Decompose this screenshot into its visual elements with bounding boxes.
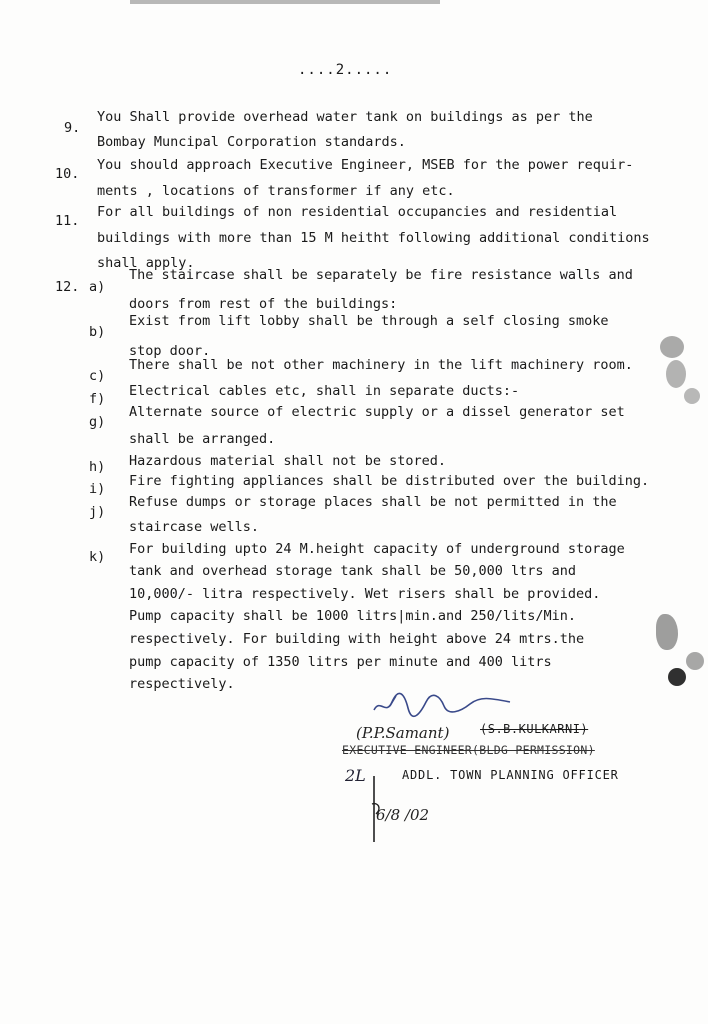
subitem-line: Alternate source of electric supply or a dissel generator set [129, 404, 625, 420]
subitem-label: j) [89, 504, 106, 520]
subitem-line: Refuse dumps or storage places shall be not permitted in the [129, 494, 617, 510]
subitem-line: pump capacity of 1350 litrs per minute and 400 litrs [129, 654, 552, 670]
struck-name: (S.B.KULKARNI) [480, 722, 589, 736]
subitem-line: For building upto 24 M.height capacity of underground storage [129, 541, 625, 557]
page-number: ....2..... [298, 62, 393, 78]
subitem-label: b) [89, 324, 106, 340]
printed-name [480, 722, 588, 736]
subitem-line: doors from rest of the buildings: [129, 296, 398, 312]
subitem-label: h) [89, 459, 106, 475]
signature-scribble [370, 688, 520, 722]
item-line: For all buildings of non residential occupancies and residential [97, 204, 618, 220]
item-line: Bombay Muncipal Corporation standards. [97, 134, 406, 150]
struck-designation: EXECUTIVE ENGINEER(BLDG PERMISSION) [342, 743, 595, 757]
subitem-line: shall be arranged. [129, 431, 276, 447]
ink-blot [660, 336, 684, 358]
ink-blot [656, 614, 678, 650]
handwritten-name: (P.P.Samant) [356, 724, 450, 742]
subitem-line: respectively. [129, 676, 235, 692]
item-number: 11. [55, 213, 80, 229]
subitem-line: Electrical cables etc, shall in separate ducts:- [129, 383, 520, 399]
subitem-line: 10,000/- litra respectively. Wet risers shall be provided. [129, 586, 601, 602]
item-number: 12. [55, 279, 80, 295]
ink-blot [668, 668, 686, 686]
subitem-label: k) [89, 549, 106, 565]
subitem-line: staircase wells. [129, 519, 260, 535]
item-line: You should approach Executive Engineer, MSEB for the power requir- [97, 157, 634, 173]
ink-blot [686, 652, 704, 670]
subitem-line: stop door. [129, 343, 211, 359]
subitem-line: tank and overhead storage tank shall be 50,000 ltrs and [129, 563, 577, 579]
subitem-label: a) [89, 279, 106, 295]
subitem-line: The staircase shall be separately be fire resistance walls and [129, 267, 633, 283]
subitem-line: Hazardous material shall not be stored. [129, 453, 446, 469]
subitem-line: Fire fighting appliances shall be distributed over the building. [129, 473, 650, 489]
handwritten-initial: 2L [345, 766, 366, 785]
subitem-label: c) [89, 368, 106, 384]
item-line: You Shall provide overhead water tank on buildings as per the [97, 109, 593, 125]
subitem-label: f) [89, 391, 106, 407]
subitem-line: There shall be not other machinery in the lift machinery room. [129, 357, 633, 373]
subitem-label: i) [89, 481, 106, 497]
handwritten-date: 6/8 /02 [376, 806, 430, 824]
subitem-label: g) [89, 414, 106, 430]
item-number: 9. [64, 120, 81, 136]
subitem-line: respectively. For building with height above 24 mtrs.the [129, 631, 585, 647]
designation: ADDL. TOWN PLANNING OFFICER [402, 768, 619, 782]
item-line: shall apply. [97, 255, 195, 271]
scan-edge-mark [130, 0, 440, 4]
subitem-line: Exist from lift lobby shall be through a self closing smoke [129, 313, 609, 329]
ink-blot [684, 388, 700, 404]
subitem-line: Pump capacity shall be 1000 litrs|min.and 250/lits/Min. [129, 608, 577, 624]
item-line: ments , locations of transformer if any etc. [97, 183, 455, 199]
item-number: 10. [55, 166, 80, 182]
item-line: buildings with more than 15 M heitht following additional conditions [97, 230, 650, 246]
ink-blot [666, 360, 686, 388]
